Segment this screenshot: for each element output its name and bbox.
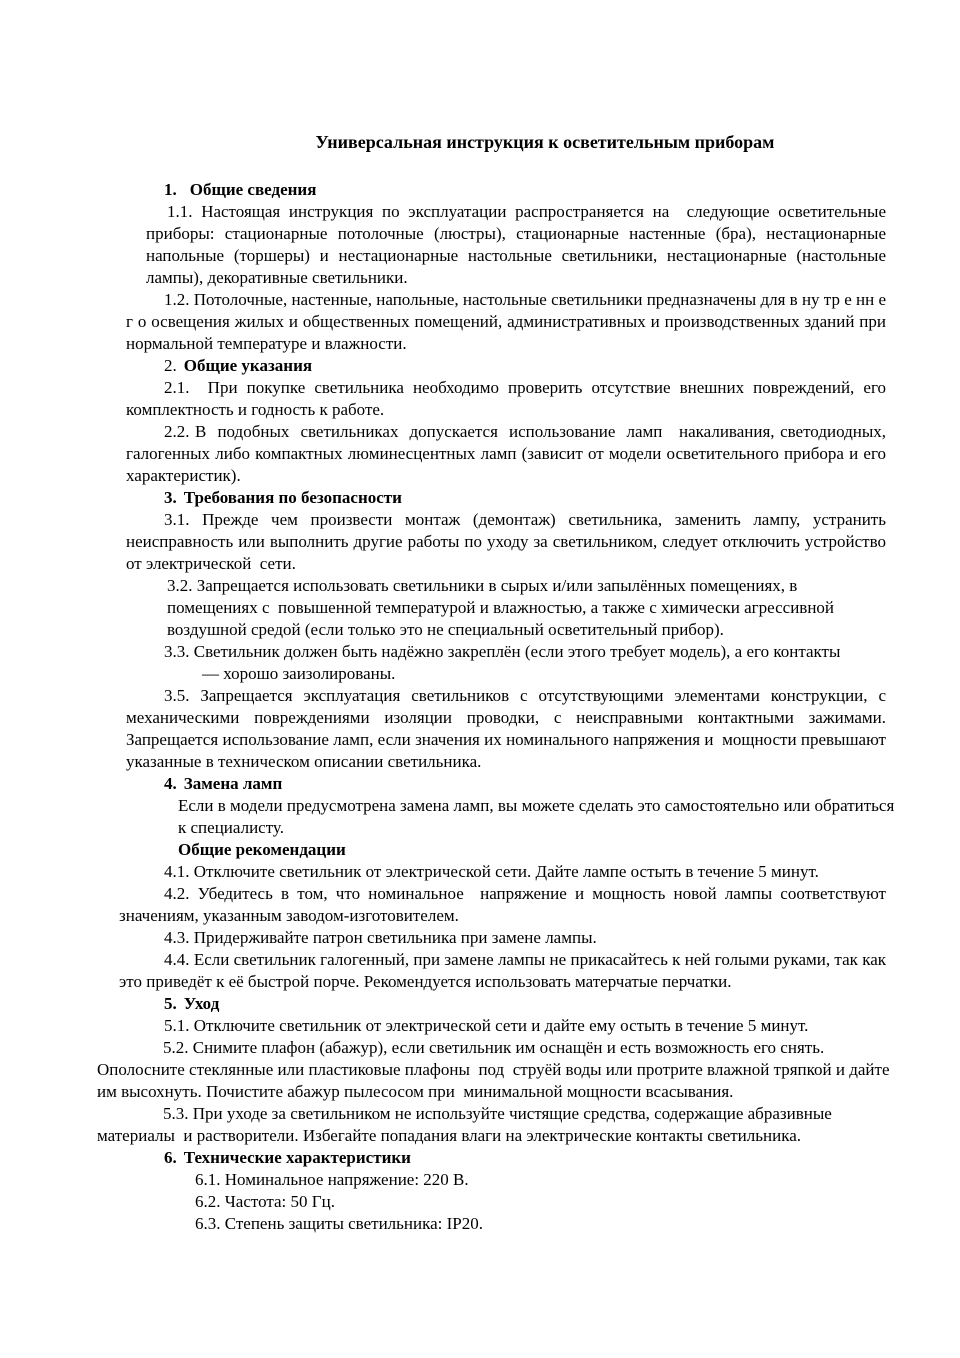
heading-general-directions: [164, 355, 890, 377]
heading-general-info: [164, 179, 890, 201]
heading-technical-specs: [164, 1147, 890, 1169]
paragraph-3-3-line2: — хорошо заизолированы.: [202, 664, 396, 683]
paragraph-6-3-protection-rating: 6.3. Степень защиты светильника: IP20.: [195, 1214, 483, 1233]
paragraph-5-2: 5.2. Снимите плафон (абажур), если светильник им оснащён и есть возможность его снять. Ополосните стеклянные или пластиковые плафоны под струёй воды или протрите влажной тряпкой и дайте им высохнуть. Почистите абажур пылесосом при минимальной мощности всасывания.: [97, 1038, 894, 1101]
heading-care: [164, 993, 890, 1015]
paragraph-2-2: 2.2. В подобных светильниках допускается использование ламп накаливания, светодиодных, галогенных либо компактных люминесцентных ламп (зависит от модели осветительного прибора и его характеристик).: [126, 422, 891, 485]
heading-general-directions-number: 2.: [164, 356, 177, 375]
paragraph-3-1: 3.1. Прежде чем произвести монтаж (демонтаж) светильника, заменить лампу, устранить неисправность или выполнить другие работы по уходу за светильником, следует отключить устройство от электрической сети.: [126, 510, 891, 573]
paragraph-4-intro: Если в модели предусмотрена замена ламп, вы можете сделать это самостоятельно или обратиться к специалисту.: [178, 796, 899, 837]
document-title: Универсальная инструкция к осветительным приборам: [315, 132, 775, 152]
paragraph-4-4: 4.4. Если светильник галогенный, при замене лампы не прикасайтесь к ней голыми руками, так как это приведёт к её быстрой порче. Рекомендуется использовать матерчатые перчатки.: [119, 950, 891, 991]
paragraph-5-3: 5.3. При уходе за светильником не используйте чистящие средства, содержащие абразивные материалы и растворители. Избегайте попадания влаги на электрические контакты светильника.: [97, 1104, 837, 1145]
heading-care-label: Уход: [183, 994, 220, 1013]
heading-care-number: 5.: [164, 994, 177, 1013]
paragraph-1-1: 1.1. Настоящая инструкция по эксплуатации распространяется на следующие осветительные приборы: стационарные потолочные (люстры), стационарные настенные (бра), нестационарные напольные (торшеры) и нестационарные настольные светильники, нестационарные (настольные лампы), декоративные светильники.: [146, 202, 891, 287]
heading-general-info-number: 1.: [164, 180, 177, 199]
paragraph-6-2-frequency: 6.2. Частота: 50 Гц.: [195, 1192, 335, 1211]
paragraph-3-2: 3.2. Запрещается использовать светильники в сырых и/или запылённых помещениях, в помещениях с повышенной температурой и влажностью, а также с химически агрессивной воздушной средой (если только это не специальный осветительный прибор).: [167, 576, 839, 639]
paragraph-4-3: 4.3. Придерживайте патрон светильника при замене лампы.: [164, 928, 597, 947]
heading-safety-requirements: [164, 487, 890, 509]
heading-lamp-replacement: [164, 773, 890, 795]
paragraph-4-2: 4.2. Убедитесь в том, что номинальное напряжение и мощность новой лампы соответствуют значениям, указанным заводом-изготовителем.: [119, 884, 891, 925]
heading-general-info-label: Общие сведения: [189, 180, 317, 199]
heading-lamp-replacement-label: Замена ламп: [183, 774, 283, 793]
heading-lamp-replacement-number: 4.: [164, 774, 177, 793]
paragraph-2-1: 2.1. При покупке светильника необходимо проверить отсутствие внешних повреждений, его комплектность и годность к работе.: [126, 378, 891, 419]
paragraph-6-1-nominal-voltage: 6.1. Номинальное напряжение: 220 В.: [195, 1170, 469, 1189]
paragraph-5-1: 5.1. Отключите светильник от электрической сети и дайте ему остыть в течение 5 минут.: [164, 1016, 809, 1035]
heading-technical-specs-number: 6.: [164, 1148, 177, 1167]
heading-safety-requirements-label: Требования по безопасности: [183, 488, 402, 507]
heading-general-directions-label: Общие указания: [183, 356, 313, 375]
paragraph-3-5: 3.5. Запрещается эксплуатация светильников с отсутствующими элементами конструкции, с механическими повреждениями изоляции проводки, с неисправными контактными зажимами. Запрещается использование ламп, если значения их номинального напряжения и мощности превышают указанные в техническом описании светильника.: [126, 686, 891, 771]
paragraph-1-2: 1.2. Потолочные, настенные, напольные, настольные светильники предназначены для в ну тр е нн е г о освещения жилых и общественных помещений, административных и производственных зданий при нормальной температуре и влажности.: [126, 290, 895, 353]
paragraph-4-1: 4.1. Отключите светильник от электрической сети. Дайте лампе остыть в течение 5 минут.: [164, 862, 819, 881]
heading-safety-requirements-number: 3.: [164, 488, 177, 507]
heading-general-recommendations: Общие рекомендации: [178, 840, 346, 859]
paragraph-3-3-line1: 3.3. Светильник должен быть надёжно закреплён (если этого требует модель), а его контакты: [164, 642, 841, 661]
heading-technical-specs-label: Технические характеристики: [183, 1148, 411, 1167]
